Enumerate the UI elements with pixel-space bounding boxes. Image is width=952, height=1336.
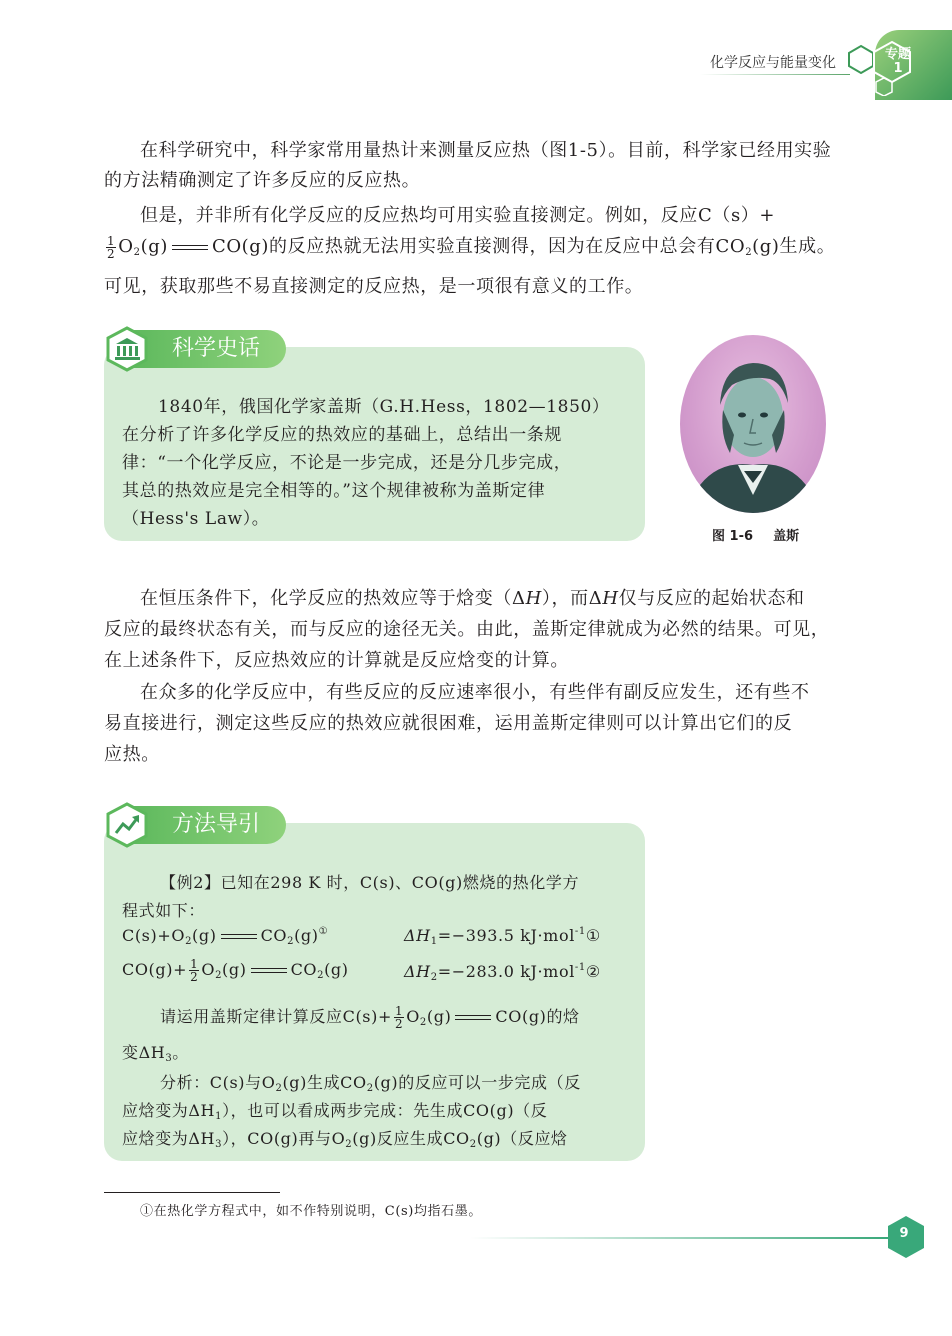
equals-sign <box>251 968 287 973</box>
body-p3-line2: 反应的最终状态有关，而与反应的途径无关。由此，盖斯定律就成为必然的结果。可见， <box>104 619 830 640</box>
history-line2: 在分析了许多化学反应的热效应的基础上，总结出一条规 <box>122 425 562 445</box>
chapter-tab-line2: 1 <box>893 61 903 76</box>
analysis-line3: 应焓变为$\Delta H_3$），CO(g)再与$O_2(g)$反应生成$CO_2(g)$（反应焓 <box>122 1129 568 1150</box>
equation-2: CO(g)+ $\frac{1}{2}$ $O_2(g)$ $CO_2(g)$ <box>122 957 349 984</box>
body-p4-line1: 在众多的化学反应中，有些反应的反应速率很小，有些伴有副反应发生，还有些不 <box>140 682 810 703</box>
page-number: 9 <box>899 1226 909 1241</box>
equals-sign <box>172 245 208 250</box>
body-p4-line3: 应热。 <box>104 744 160 765</box>
body-p3-line1: 在恒压条件下，化学反应的热效应等于焓变（ΔH），而ΔH仅与反应的起始状态和 <box>140 588 805 609</box>
intro-p1-line1: 在科学研究中，科学家常用量热计来测量反应热（图1-5）。目前，科学家已经用实验 <box>140 140 832 161</box>
analysis-line2: 应焓变为$\Delta H_1$），也可以看成两步完成：先生成CO(g)（反 <box>122 1101 548 1122</box>
example-line1: 【例2】已知在298 K 时，C(s)、CO(g)燃烧的热化学方 <box>160 873 580 892</box>
intro-p2-line3: 可见，获取那些不易直接测定的反应热，是一项很有意义的工作。 <box>104 276 644 297</box>
question-line2: 变$\Delta H_3$。 <box>122 1043 189 1064</box>
history-line3: 律：“一个化学反应，不论是一步完成，还是分几步完成， <box>122 453 572 473</box>
museum-icon <box>104 326 150 372</box>
enthalpy-2: $\Delta H_2=-283.0$ kJ·mol$^{-1}$② <box>404 962 601 983</box>
history-line4: 其总的热效应是完全相等的。”这个规律被称为盖斯定律 <box>122 481 546 501</box>
intro-p2-line2: $\frac{1}{2}$ $O_2(g)$ CO(g)的反应热就无法用实验直接测得，因为在反应中总会有$CO_2(g)$生成。 <box>107 233 836 261</box>
body-p4-line2: 易直接进行，测定这些反应的热效应就很困难，运用盖斯定律则可以计算出它们的反 <box>104 713 793 734</box>
trend-icon <box>104 802 150 848</box>
figure-caption-number: 图 1-6 <box>712 529 754 544</box>
intro-p1-line2: 的方法精确测定了许多反应的反应热。 <box>104 170 421 191</box>
chapter-tab-label <box>880 48 916 76</box>
figure-caption <box>712 525 799 544</box>
history-line1: 1840年，俄国化学家盖斯（G.H.Hess，1802—1850） <box>158 397 610 417</box>
equals-sign <box>455 1015 491 1020</box>
fraction-half: $\frac{1}{2}$ <box>107 233 116 261</box>
question-line1: 请运用盖斯定律计算反应C(s)+ $\frac{1}{2}$ $O_2(g)$ CO(g)的焓 <box>160 1004 580 1031</box>
method-box-title: 方法导引 <box>124 806 286 844</box>
intro-p2-line1: 但是，并非所有化学反应的反应热均可用实验直接测定。例如，反应C（s）+ <box>140 205 776 226</box>
equation-1: $C(s)+O_2(g)$ $CO_2(g)^①$ <box>122 926 329 947</box>
history-box-title: 科学史话 <box>124 330 286 368</box>
example-line2: 程式如下： <box>122 901 206 920</box>
equals-sign <box>221 934 257 939</box>
enthalpy-1: $\Delta H_1=-393.5$ kJ·mol$^{-1}$① <box>404 926 601 947</box>
chapter-tab-line1: 专题 <box>884 47 911 62</box>
history-line5: （Hess's Law）。 <box>122 509 270 529</box>
chapter-title: 化学反应与能量变化 <box>710 55 836 71</box>
footnote-rule <box>104 1192 280 1193</box>
footnote: ①在热化学方程式中，如不作特别说明，C(s)均指石墨。 <box>140 1204 482 1219</box>
header-rule <box>700 74 850 75</box>
analysis-line1: 分析：C(s)与$O_2(g)$生成$CO_2(g)$的反应可以一步完成（反 <box>160 1073 581 1094</box>
page-rule <box>470 1237 890 1239</box>
hess-portrait <box>680 335 826 513</box>
body-p3-line3: 在上述条件下，反应热效应的计算就是反应焓变的计算。 <box>104 650 569 671</box>
figure-caption-text: 盖斯 <box>773 529 800 544</box>
portrait-illustration <box>680 335 826 513</box>
